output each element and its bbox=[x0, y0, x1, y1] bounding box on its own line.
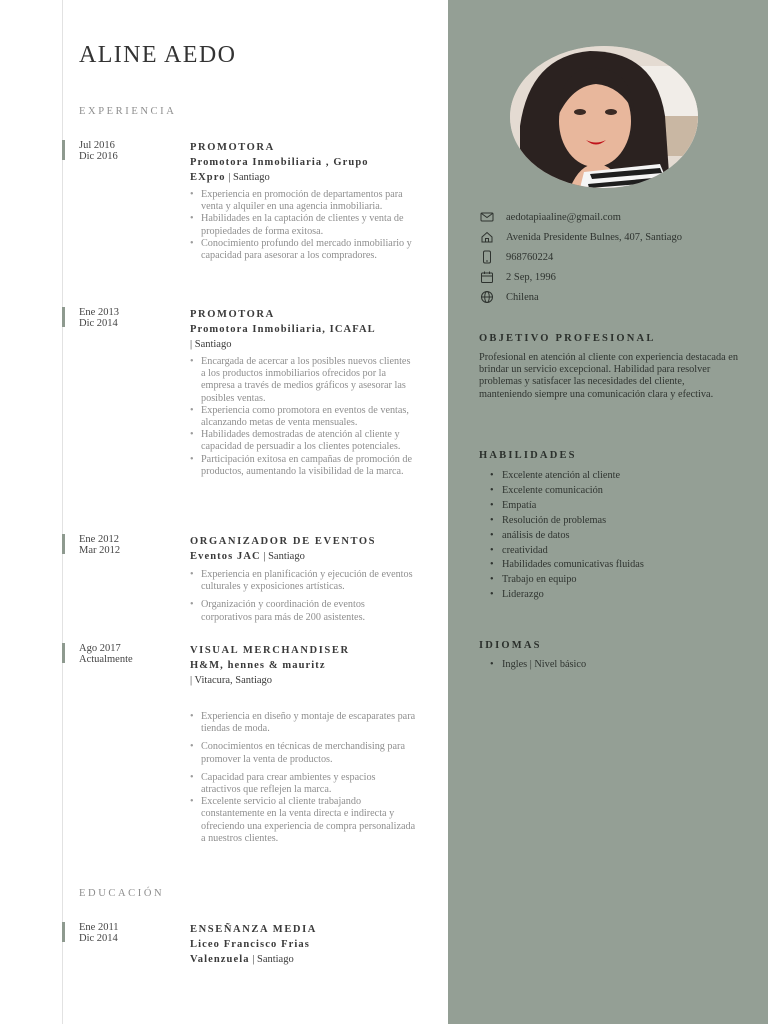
company-name: H&M, hennes & mauritz bbox=[190, 660, 326, 671]
job-bullet: • Experiencia como promotora en eventos de ventas, alcanzando metas de venta mensuales. bbox=[190, 405, 416, 429]
job-dates bbox=[79, 534, 120, 556]
education-content bbox=[190, 922, 416, 967]
home-icon bbox=[480, 230, 494, 244]
company-name: Promotora Inmobiliaria , Grupo bbox=[190, 157, 369, 168]
job-accent-bar bbox=[62, 643, 65, 663]
contact-phone bbox=[480, 250, 553, 264]
education-location: | Santiago bbox=[249, 954, 294, 965]
skill-item: • creatividad bbox=[490, 544, 644, 559]
job-bullet: • Habilidades en la captación de clientes y venta de propiedades de forma exitosa. bbox=[190, 213, 416, 237]
job-bullet: • Excelente servicio al cliente trabajando constantemente en la venta directa e indirecta y ofreciendo una experiencia de compra personalizada a nuestros clientes. bbox=[190, 796, 416, 845]
job-end-date: Dic 2016 bbox=[79, 151, 118, 162]
job-start-date: Ene 2012 bbox=[79, 534, 119, 545]
job-company bbox=[190, 658, 416, 688]
skill-item: • Empatía bbox=[490, 499, 644, 514]
calendar-icon bbox=[480, 270, 494, 284]
job-bullet: • Participación exitosa en campañas de promoción de productos, aumentando la visibilidad de la marca. bbox=[190, 454, 416, 478]
job-dates bbox=[79, 140, 118, 162]
job-bullet: • Conocimiento profundo del mercado inmobiliario y capacidad para asesorar a los compradores. bbox=[190, 238, 416, 262]
job-dates bbox=[79, 307, 119, 329]
job-content bbox=[190, 307, 416, 478]
education-end-date: Dic 2014 bbox=[79, 933, 118, 944]
objective-heading: OBJETIVO PROFESIONAL bbox=[479, 333, 656, 344]
job-bullet: • Experiencia en planificación y ejecución de eventos culturales y exposiciones artísticas. bbox=[190, 569, 416, 593]
skill-item: • Excelente atención al cliente bbox=[490, 469, 644, 484]
job-location: | Santiago bbox=[260, 551, 305, 562]
job-role: ORGANIZADOR DE EVENTOS bbox=[190, 536, 377, 547]
objective-text: Profesional en atención al cliente con experiencia destacada en brindar un servicio excepcional. Habilidad para resolver problemas y satisfacer las necesidades del cliente, manteniendo siempre una comunicación clara y efectiva. bbox=[479, 352, 739, 400]
job-content bbox=[190, 534, 416, 624]
job-role: VISUAL MERCHANDISER bbox=[190, 645, 350, 656]
school-name-cont: Valenzuela bbox=[190, 954, 250, 965]
job-bullets bbox=[190, 356, 416, 478]
nationality-text: Chilena bbox=[506, 291, 539, 303]
skill-item: • Habilidades comunicativas fluidas bbox=[490, 558, 644, 573]
contact-address bbox=[480, 230, 682, 244]
job-bullet: • Conocimientos en técnicas de merchandising para promover la venta de productos. bbox=[190, 741, 416, 765]
education-start-date: Ene 2011 bbox=[79, 922, 119, 933]
company-name: Eventos JAC bbox=[190, 551, 261, 562]
job-bullet: • Experiencia en promoción de departamentos para venta y alquiler en una agencia inmobiliaria. bbox=[190, 189, 416, 213]
education-school bbox=[190, 937, 416, 967]
job-end-date: Mar 2012 bbox=[79, 545, 121, 556]
job-bullets bbox=[190, 569, 416, 624]
job-end-date: Dic 2014 bbox=[79, 318, 118, 329]
job-start-date: Ago 2017 bbox=[79, 643, 121, 654]
education-accent-bar bbox=[62, 922, 65, 942]
portrait-illustration bbox=[510, 46, 698, 188]
phone-icon bbox=[480, 250, 494, 264]
skill-item: • Trabajo en equipo bbox=[490, 573, 644, 588]
company-name-cont: EXpro bbox=[190, 172, 226, 183]
job-company bbox=[190, 155, 416, 185]
job-location: | Santiago bbox=[190, 339, 232, 350]
job-bullet: • Experiencia en diseño y montaje de escaparates para tiendas de moda. bbox=[190, 711, 416, 735]
experience-heading: EXPERIENCIA bbox=[79, 106, 177, 117]
job-bullet: • Encargada de acercar a los posibles nuevos clientes a los productos inmobiliarios ofrecidos por la empresa a través de medios gráficos y asesorar las posibles ventas. bbox=[190, 356, 416, 405]
job-accent-bar bbox=[62, 534, 65, 554]
education-heading: EDUCACIÓN bbox=[79, 888, 165, 899]
birthdate-text: 2 Sep, 1996 bbox=[506, 271, 556, 283]
languages-list bbox=[490, 658, 586, 673]
skill-item: • análisis de datos bbox=[490, 529, 644, 544]
contact-birthdate bbox=[480, 270, 556, 284]
job-bullet: • Capacidad para crear ambientes y espacios atractivos que reflejen la marca. bbox=[190, 772, 416, 796]
job-location: | Santiago bbox=[225, 172, 270, 183]
job-dates bbox=[79, 643, 133, 665]
job-start-date: Jul 2016 bbox=[79, 140, 115, 151]
job-bullet: • Habilidades demostradas de atención al cliente y capacidad de persuadir a los clientes potenciales. bbox=[190, 429, 416, 453]
job-start-date: Ene 2013 bbox=[79, 307, 119, 318]
profile-photo bbox=[510, 46, 698, 188]
job-company bbox=[190, 322, 416, 352]
phone-text: 968760224 bbox=[506, 251, 554, 263]
school-name: Liceo Francisco Frias bbox=[190, 939, 310, 950]
job-accent-bar bbox=[62, 140, 65, 160]
job-accent-bar bbox=[62, 307, 65, 327]
job-bullets bbox=[190, 189, 416, 262]
job-content bbox=[190, 140, 416, 262]
address-text: Avenida Presidente Bulnes, 407, Santiago bbox=[506, 231, 682, 243]
language-item: • Ingles | Nivel básico bbox=[490, 658, 586, 673]
skill-item: • Excelente comunicación bbox=[490, 484, 644, 499]
education-dates bbox=[79, 922, 119, 944]
education-degree: ENSEÑANZA MEDIA bbox=[190, 924, 317, 935]
job-content bbox=[190, 643, 416, 845]
contact-nationality bbox=[480, 290, 539, 304]
candidate-name: ALINE AEDO bbox=[79, 42, 237, 68]
job-bullet: • Organización y coordinación de eventos corporativos para más de 200 asistentes. bbox=[190, 599, 416, 623]
job-company bbox=[190, 549, 416, 564]
job-location: | Vitacura, Santiago bbox=[190, 675, 273, 686]
job-role: PROMOTORA bbox=[190, 142, 275, 153]
job-end-date: Actualmente bbox=[79, 654, 133, 665]
mail-icon bbox=[480, 210, 494, 224]
skill-item: • Resolución de problemas bbox=[490, 514, 644, 529]
skills-heading: HABILIDADES bbox=[479, 450, 577, 461]
skill-item: • Liderazgo bbox=[490, 588, 644, 603]
job-bullets bbox=[190, 711, 416, 845]
email-text: aedotapiaaline@gmail.com bbox=[506, 211, 621, 223]
globe-icon bbox=[480, 290, 494, 304]
company-name: Promotora Inmobiliaria, ICAFAL bbox=[190, 324, 376, 335]
languages-heading: IDIOMAS bbox=[479, 640, 542, 651]
job-role: PROMOTORA bbox=[190, 309, 275, 320]
contact-email bbox=[480, 210, 621, 224]
skills-list bbox=[490, 469, 644, 603]
